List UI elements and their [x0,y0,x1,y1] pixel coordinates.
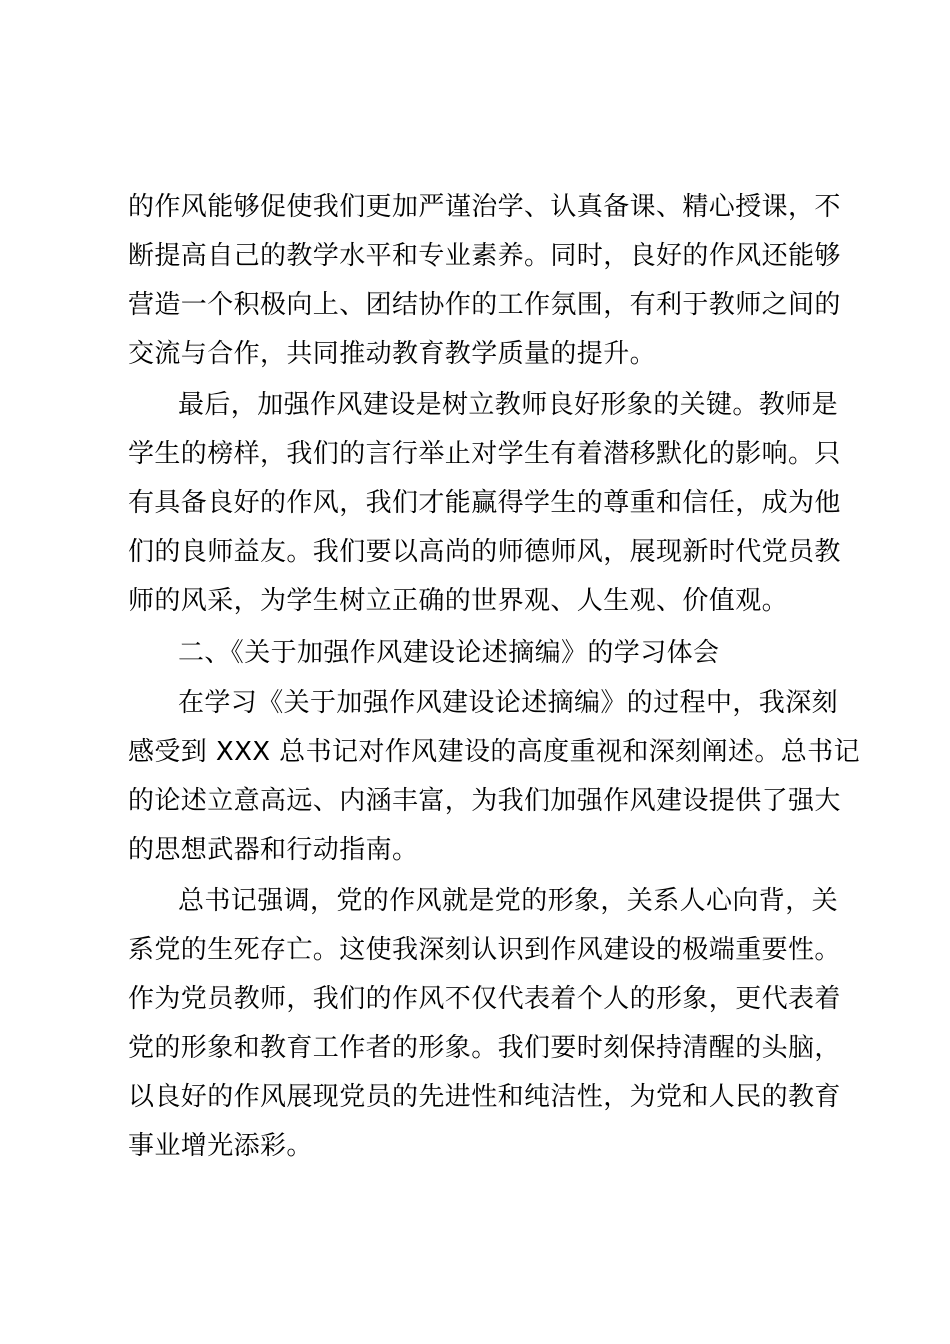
paragraph-4-line-1: 总书记强调，党的作风就是党的形象，关系人心向背，关 [178,886,839,916]
paragraph-1-line-3: 营造一个积极向上、团结协作的工作氛围，有利于教师之间的 [128,290,841,320]
paragraph-2-line-4: 们的良师益友。我们要以高尚的师德师风，展现新时代党员教 [128,537,841,567]
paragraph-1-line-2: 断提高自己的教学水平和专业素养。同时，良好的作风还能够 [128,241,841,271]
section-heading: 二、《关于加强作风建设论述摘编》的学习体会 [178,638,720,668]
paragraph-3-line-3: 的论述立意高远、内涵丰富，为我们加强作风建设提供了强大 [128,786,841,816]
paragraph-2-line-5: 师的风采，为学生树立正确的世界观、人生观、价值观。 [128,586,789,616]
paragraph-4-line-3: 作为党员教师，我们的作风不仅代表着个人的形象，更代表着 [128,984,841,1014]
paragraph-1-line-4: 交流与合作，共同推动教育教学质量的提升。 [128,339,657,369]
paragraph-4-line-4: 党的形象和教育工作者的形象。我们要时刻保持清醒的头脑， [128,1033,841,1063]
paragraph-2-line-2: 学生的榜样，我们的言行举止对学生有着潜移默化的影响。只 [128,439,841,469]
paragraph-4-line-5: 以良好的作风展现党员的先进性和纯洁性，为党和人民的教育 [128,1082,841,1112]
paragraph-4-line-2: 系党的生死存亡。这使我深刻认识到作风建设的极端重要性。 [128,935,841,965]
paragraph-1-line-1: 的作风能够促使我们更加严谨治学、认真备课、精心授课，不 [128,192,841,222]
paragraph-2-line-1: 最后，加强作风建设是树立教师良好形象的关键。教师是 [178,390,839,420]
paragraph-3-line-4: 的思想武器和行动指南。 [128,835,419,865]
paragraph-4-line-6: 事业增光添彩。 [128,1131,313,1161]
paragraph-3-line-2: 感受到 XXX 总书记对作风建设的高度重视和深刻阐述。总书记 [128,737,860,767]
paragraph-2-line-3: 有具备良好的作风，我们才能赢得学生的尊重和信任，成为他 [128,488,841,518]
paragraph-3-line-1: 在学习《关于加强作风建设论述摘编》的过程中，我深刻 [178,688,839,718]
